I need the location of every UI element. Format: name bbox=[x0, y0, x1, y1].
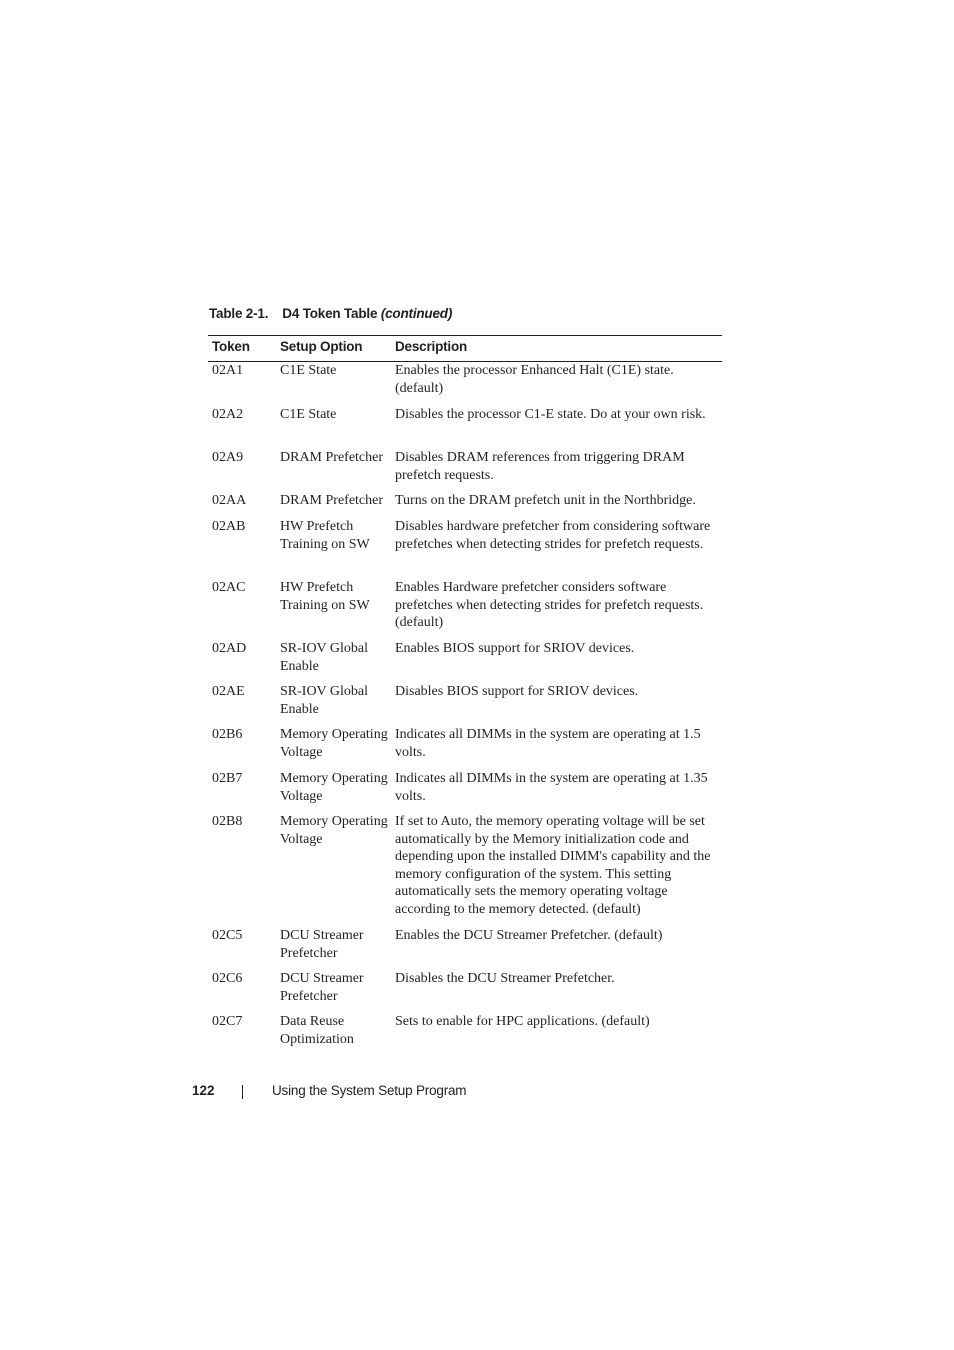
setup-option-cell: SR-IOV Global Enable bbox=[280, 684, 369, 717]
table-row bbox=[208, 770, 722, 813]
description-cell: Disables hardware prefetcher from considering software prefetches when detecting strides for prefetch requests. bbox=[395, 519, 711, 552]
description-cell: Disables DRAM references from triggering DRAM prefetch requests. bbox=[395, 450, 685, 483]
table-row bbox=[208, 927, 722, 970]
token-cell: 02A1 bbox=[212, 363, 244, 378]
table-row bbox=[208, 492, 722, 518]
header-description: Description bbox=[395, 339, 468, 354]
header-token: Token bbox=[212, 339, 250, 354]
setup-option-cell: DCU Streamer Prefetcher bbox=[280, 971, 364, 1004]
table-row bbox=[208, 406, 722, 449]
setup-option-cell: C1E State bbox=[280, 363, 337, 378]
setup-option-cell: HW Prefetch Training on SW bbox=[280, 580, 370, 613]
token-cell: 02AC bbox=[212, 580, 246, 595]
setup-option-cell: Memory Operating Voltage bbox=[280, 814, 388, 847]
table-caption-title: D4 Token Table bbox=[282, 306, 378, 321]
token-cell: 02AD bbox=[212, 641, 247, 656]
table-row bbox=[208, 683, 722, 726]
table-row bbox=[208, 813, 722, 927]
token-cell: 02C7 bbox=[212, 1014, 243, 1029]
description-cell: Enables Hardware prefetcher considers software prefetches when detecting strides for prefetch requests. (default) bbox=[395, 580, 704, 631]
token-cell: 02C6 bbox=[212, 971, 243, 986]
description-cell: Sets to enable for HPC applications. (default) bbox=[395, 1014, 650, 1029]
table-row bbox=[208, 970, 722, 1013]
description-cell: Indicates all DIMMs in the system are operating at 1.5 volts. bbox=[395, 727, 701, 760]
table-row bbox=[208, 726, 722, 770]
setup-option-cell: DCU Streamer Prefetcher bbox=[280, 928, 364, 961]
token-cell: 02B8 bbox=[212, 814, 243, 829]
page-footer bbox=[192, 1083, 467, 1098]
description-cell: Turns on the DRAM prefetch unit in the Northbridge. bbox=[395, 493, 696, 508]
description-cell: Enables BIOS support for SRIOV devices. bbox=[395, 641, 635, 656]
table-row bbox=[208, 579, 722, 640]
footer-separator bbox=[242, 1085, 243, 1099]
description-cell: Enables the DCU Streamer Prefetcher. (default) bbox=[395, 928, 663, 943]
table-row bbox=[208, 362, 722, 406]
setup-option-cell: Memory Operating Voltage bbox=[280, 727, 388, 760]
token-cell: 02A2 bbox=[212, 407, 244, 422]
token-table bbox=[208, 335, 722, 1056]
setup-option-cell: HW Prefetch Training on SW bbox=[280, 519, 370, 552]
token-cell: 02C5 bbox=[212, 928, 243, 943]
token-cell: 02AE bbox=[212, 684, 245, 699]
setup-option-cell: Memory Operating Voltage bbox=[280, 771, 388, 804]
description-cell: Disables BIOS support for SRIOV devices. bbox=[395, 684, 639, 699]
token-cell: 02A9 bbox=[212, 450, 244, 465]
table-caption bbox=[209, 306, 452, 321]
table-caption-label: Table 2-1. bbox=[209, 306, 269, 321]
setup-option-cell: DRAM Prefetcher bbox=[280, 493, 384, 508]
description-cell: Disables the processor C1-E state. Do at your own risk. bbox=[395, 407, 706, 422]
setup-option-cell: C1E State bbox=[280, 407, 337, 422]
description-cell: If set to Auto, the memory operating voltage will be set automatically by the Memory initialization code and depending upon the installed DIMM's capability and the memory configuration of the system. This setting automatically sets the memory operating voltage according to the memory detected. (default) bbox=[395, 814, 711, 917]
page-number: 122 bbox=[192, 1083, 215, 1098]
table-header bbox=[208, 336, 722, 362]
description-cell: Enables the processor Enhanced Halt (C1E) state. (default) bbox=[395, 363, 674, 396]
description-cell: Disables the DCU Streamer Prefetcher. bbox=[395, 971, 615, 986]
table-row bbox=[208, 1013, 722, 1056]
table-row bbox=[208, 449, 722, 492]
token-cell: 02AA bbox=[212, 493, 247, 508]
table-row bbox=[208, 640, 722, 683]
setup-option-cell: Data Reuse Optimization bbox=[280, 1014, 354, 1047]
table-row bbox=[208, 518, 722, 579]
table-caption-continued: (continued) bbox=[380, 306, 453, 321]
header-setup-option: Setup Option bbox=[280, 339, 363, 354]
token-cell: 02B6 bbox=[212, 727, 243, 742]
footer-section-title: Using the System Setup Program bbox=[272, 1083, 467, 1098]
token-cell: 02B7 bbox=[212, 771, 243, 786]
description-cell: Indicates all DIMMs in the system are operating at 1.35 volts. bbox=[395, 771, 708, 804]
setup-option-cell: SR-IOV Global Enable bbox=[280, 641, 369, 674]
setup-option-cell: DRAM Prefetcher bbox=[280, 450, 384, 465]
token-cell: 02AB bbox=[212, 519, 246, 534]
